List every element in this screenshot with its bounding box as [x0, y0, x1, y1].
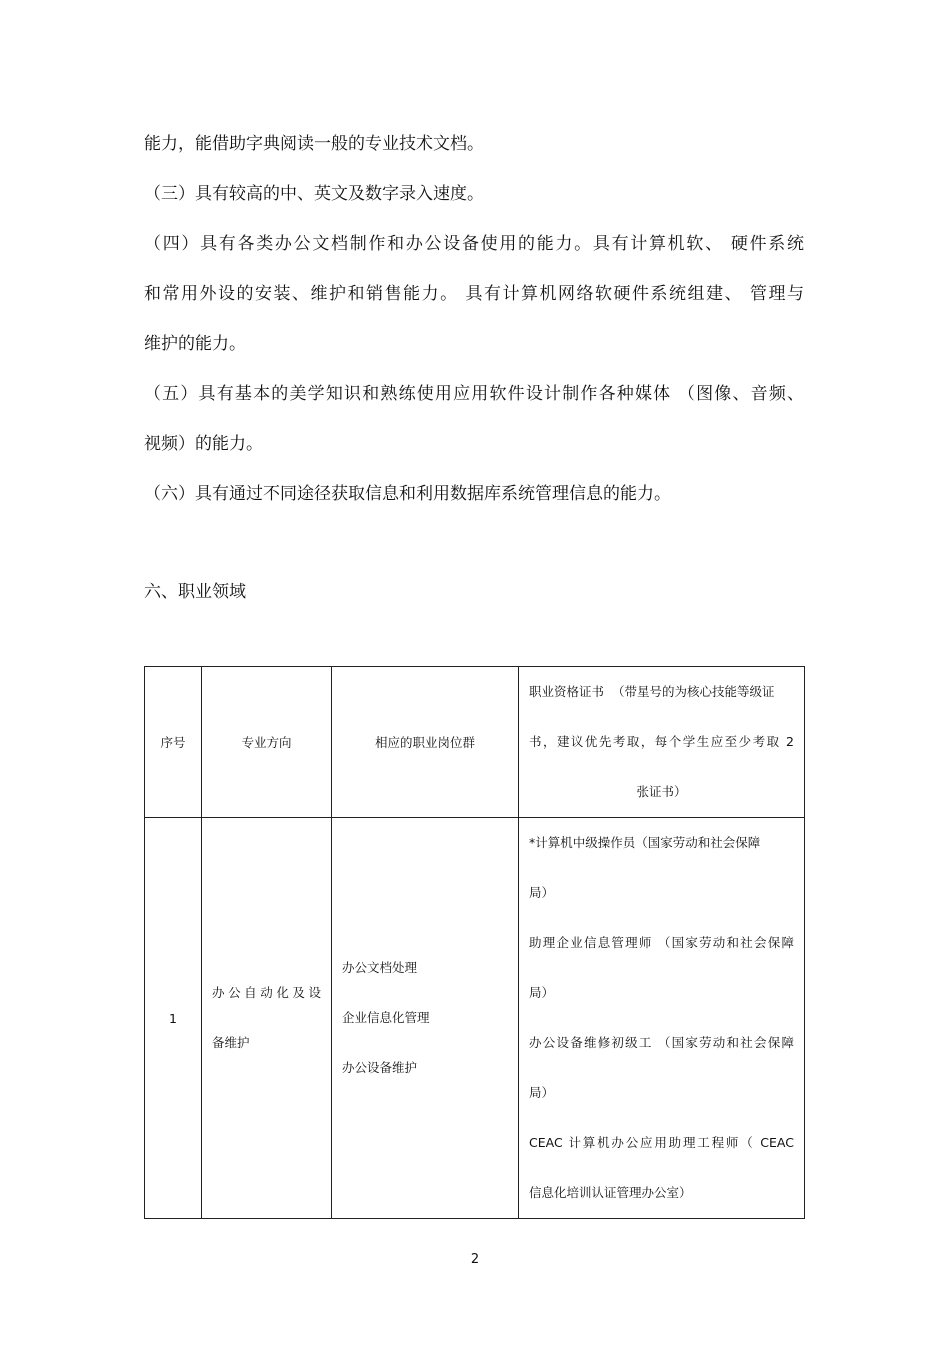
- table-row: [145, 818, 805, 1219]
- row-posts: [332, 818, 519, 1219]
- paragraph-line: 视频）的能力。: [144, 434, 263, 454]
- header-cert-line: 书，建议优先考取，每个学生应至少考取 2: [529, 734, 794, 749]
- cert-line: 局）: [529, 985, 555, 1000]
- post-item: 办公文档处理: [342, 960, 418, 975]
- header-certificates: [519, 667, 805, 818]
- section-heading: 六、职业领域: [144, 582, 246, 602]
- paragraph-line: （四）具有各类办公文档制作和办公设备使用的能力。具有计算机软、 硬件系统: [144, 234, 804, 254]
- cert-line: 助理企业信息管理师 （国家劳动和社会保障: [529, 935, 794, 950]
- direction-line: 备维护: [212, 1035, 250, 1050]
- page-number: 2: [470, 1252, 480, 1267]
- header-posts: 相应的职业岗位群: [332, 667, 519, 818]
- header-no: 序号: [145, 667, 202, 818]
- paragraph-line: 和常用外设的安装、维护和销售能力。 具有计算机网络软硬件系统组建、 管理与: [144, 284, 804, 304]
- cert-line: 局）: [529, 885, 555, 900]
- row-no: 1: [145, 818, 202, 1219]
- paragraph-line: （六）具有通过不同途径获取信息和利用数据库系统管理信息的能力。: [144, 484, 671, 504]
- cert-line: 办公设备维修初级工 （国家劳动和社会保障: [529, 1035, 794, 1050]
- paragraph-line: （五）具有基本的美学知识和熟练使用应用软件设计制作各种媒体 （图像、音频、: [144, 384, 804, 404]
- header-cert-line: 张证书）: [636, 784, 687, 799]
- header-cert-line: 职业资格证书 （带星号的为核心技能等级证: [529, 684, 775, 699]
- row-certificates: [519, 818, 805, 1219]
- paragraph-line: 能力，能借助字典阅读一般的专业技术文档。: [144, 134, 484, 154]
- post-item: 企业信息化管理: [342, 1010, 430, 1025]
- cert-line: *计算机中级操作员（国家劳动和社会保障: [529, 835, 761, 850]
- paragraph-line: 维护的能力。: [144, 334, 246, 354]
- cert-line: 局）: [529, 1085, 555, 1100]
- career-field-table: [144, 666, 805, 1219]
- direction-line: 办公自动化及设: [212, 985, 321, 1000]
- paragraph-line: （三）具有较高的中、英文及数字录入速度。: [144, 184, 484, 204]
- cert-line: 信息化培训认证管理办公室）: [529, 1185, 692, 1200]
- table-header-row: [145, 667, 805, 818]
- cert-line: CEAC 计算机办公应用助理工程师（ CEAC: [529, 1135, 794, 1150]
- post-item: 办公设备维护: [342, 1060, 418, 1075]
- header-direction: 专业方向: [202, 667, 332, 818]
- row-direction: [202, 818, 332, 1219]
